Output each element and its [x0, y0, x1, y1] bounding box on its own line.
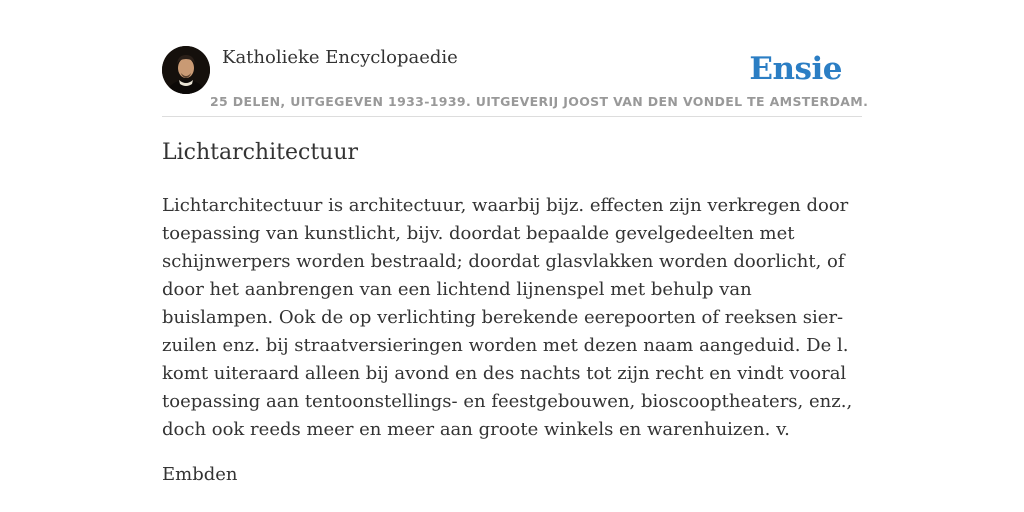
publication-avatar[interactable] [162, 46, 210, 94]
article-title: Lichtarchitectuur [162, 140, 359, 165]
article-body: Lichtarchitectuur is architectuur, waarbij bijz. effecten zijn verkregen door toepassing van kunstlicht, bijv. doordat bepaalde gevelgedeelten met schijnwerpers worden bestraald; doordat glasvlakken worden doorlicht, of door het aanbrengen van een lichtend lijnenspel met behulp van buislampen. Ook de op verlichting berekende eerepoorten of reeksen sier-zuilen enz. bij straatversieringen worden met dezen naam aangeduid. De l. komt uiteraard alleen bij avond en des nachts tot zijn recht en vindt vooral toepassing aan tentoonstellings- en feestgebouwen, bioscooptheaters, enz., doch ook reeds meer en meer aan groote winkels en warenhuizen. v. [162, 195, 853, 440]
article-author: Embden [162, 464, 238, 485]
publication-title[interactable]: Katholieke Encyclopaedie [222, 47, 458, 68]
portrait-icon [162, 46, 210, 94]
publication-header [162, 44, 869, 117]
ensie-logo[interactable]: Ensie [749, 51, 842, 87]
publication-subtitle: 25 DELEN, UITGEGEVEN 1933-1939. UITGEVERIJ JOOST VAN DEN VONDEL TE AMSTERDAM. [210, 94, 869, 109]
